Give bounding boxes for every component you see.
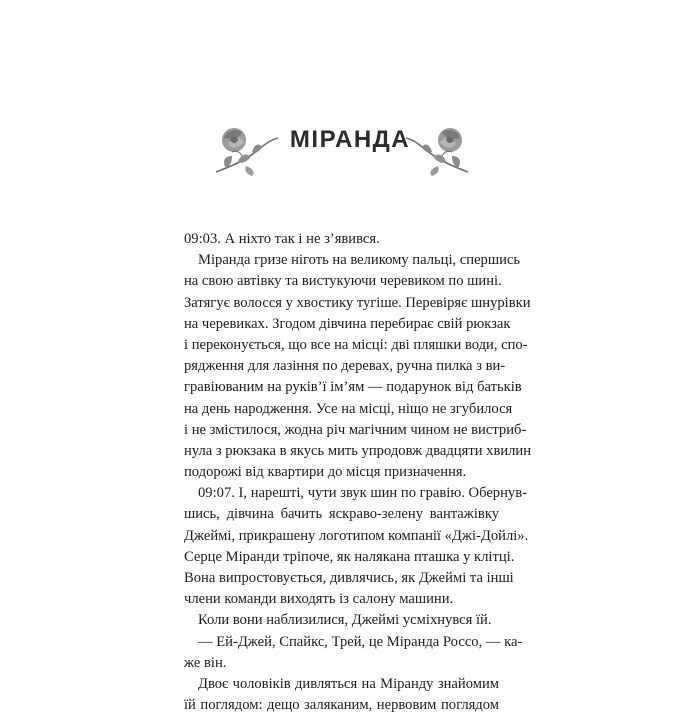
text-line: члени команди виходять із салону машини. xyxy=(184,591,454,608)
text-line: 09:03. А ніхто так і не з’явився. xyxy=(184,231,380,247)
rose-sprig-icon xyxy=(400,122,472,178)
text-line: Міранда гризе ніготь на великому пальці, спершись xyxy=(198,252,521,269)
text-line: на свою автівку та вистукуючи черевиком по шині. xyxy=(184,273,502,290)
text-line: Джеймі, прикрашену логотипом компанії «Джі-Дойлі». xyxy=(184,527,529,544)
text-line: же він. xyxy=(184,654,227,671)
text-line: Вона випростовується, дивлячись, як Джеймі та інші xyxy=(184,570,514,586)
text-line: і не змістилося, жодна річ магічним чином не вистриб- xyxy=(184,421,527,438)
text-line: гравіюваним на руків’ї ім’ям — подарунок від батьків xyxy=(184,379,522,396)
text-line: їй поглядом: дещо заляканим, нервовим поглядом xyxy=(184,697,499,714)
text-line: Двоє чоловіків дивляться на Міранду знайомим xyxy=(198,675,499,692)
text-line: рядження для лазіння по деревах, ручна пилка з ви- xyxy=(184,358,506,375)
text-line: Серце Міранди тріпоче, як налякана пташка у клітці. xyxy=(184,548,515,565)
text-line: шись, дівчина бачить яскраво-зелену вантажівку xyxy=(184,506,499,523)
chapter-header xyxy=(0,112,700,182)
text-line: — Ей-Джей, Спайкс, Трей, це Міранда Россо, — ка- xyxy=(198,633,523,650)
text-line: на черевиках. Згодом дівчина перебирає свій рюкзак xyxy=(184,315,511,332)
text-line: нула з рюкзака в якусь мить упродовж двадцяти хвилин xyxy=(184,442,532,459)
text-line: Затягує волосся у хвостику тугіше. Перевіряє шнурівки xyxy=(184,294,531,311)
text-line: 09:07. І, нарешті, чути звук шин по гравію. Обернув- xyxy=(198,485,527,502)
text-line: подорожі від квартири до місця призначення. xyxy=(184,464,467,481)
text-line: Коли вони наблизилися, Джеймі усміхнувся їй. xyxy=(198,612,492,629)
text-line: на день народження. Усе на місці, ніщо не згубилося xyxy=(184,400,513,417)
chapter-body-text xyxy=(184,229,532,716)
chapter-title: МІРАНДА xyxy=(289,126,411,153)
text-line: і переконується, що все на місці: дві пляшки води, спо- xyxy=(184,336,528,353)
